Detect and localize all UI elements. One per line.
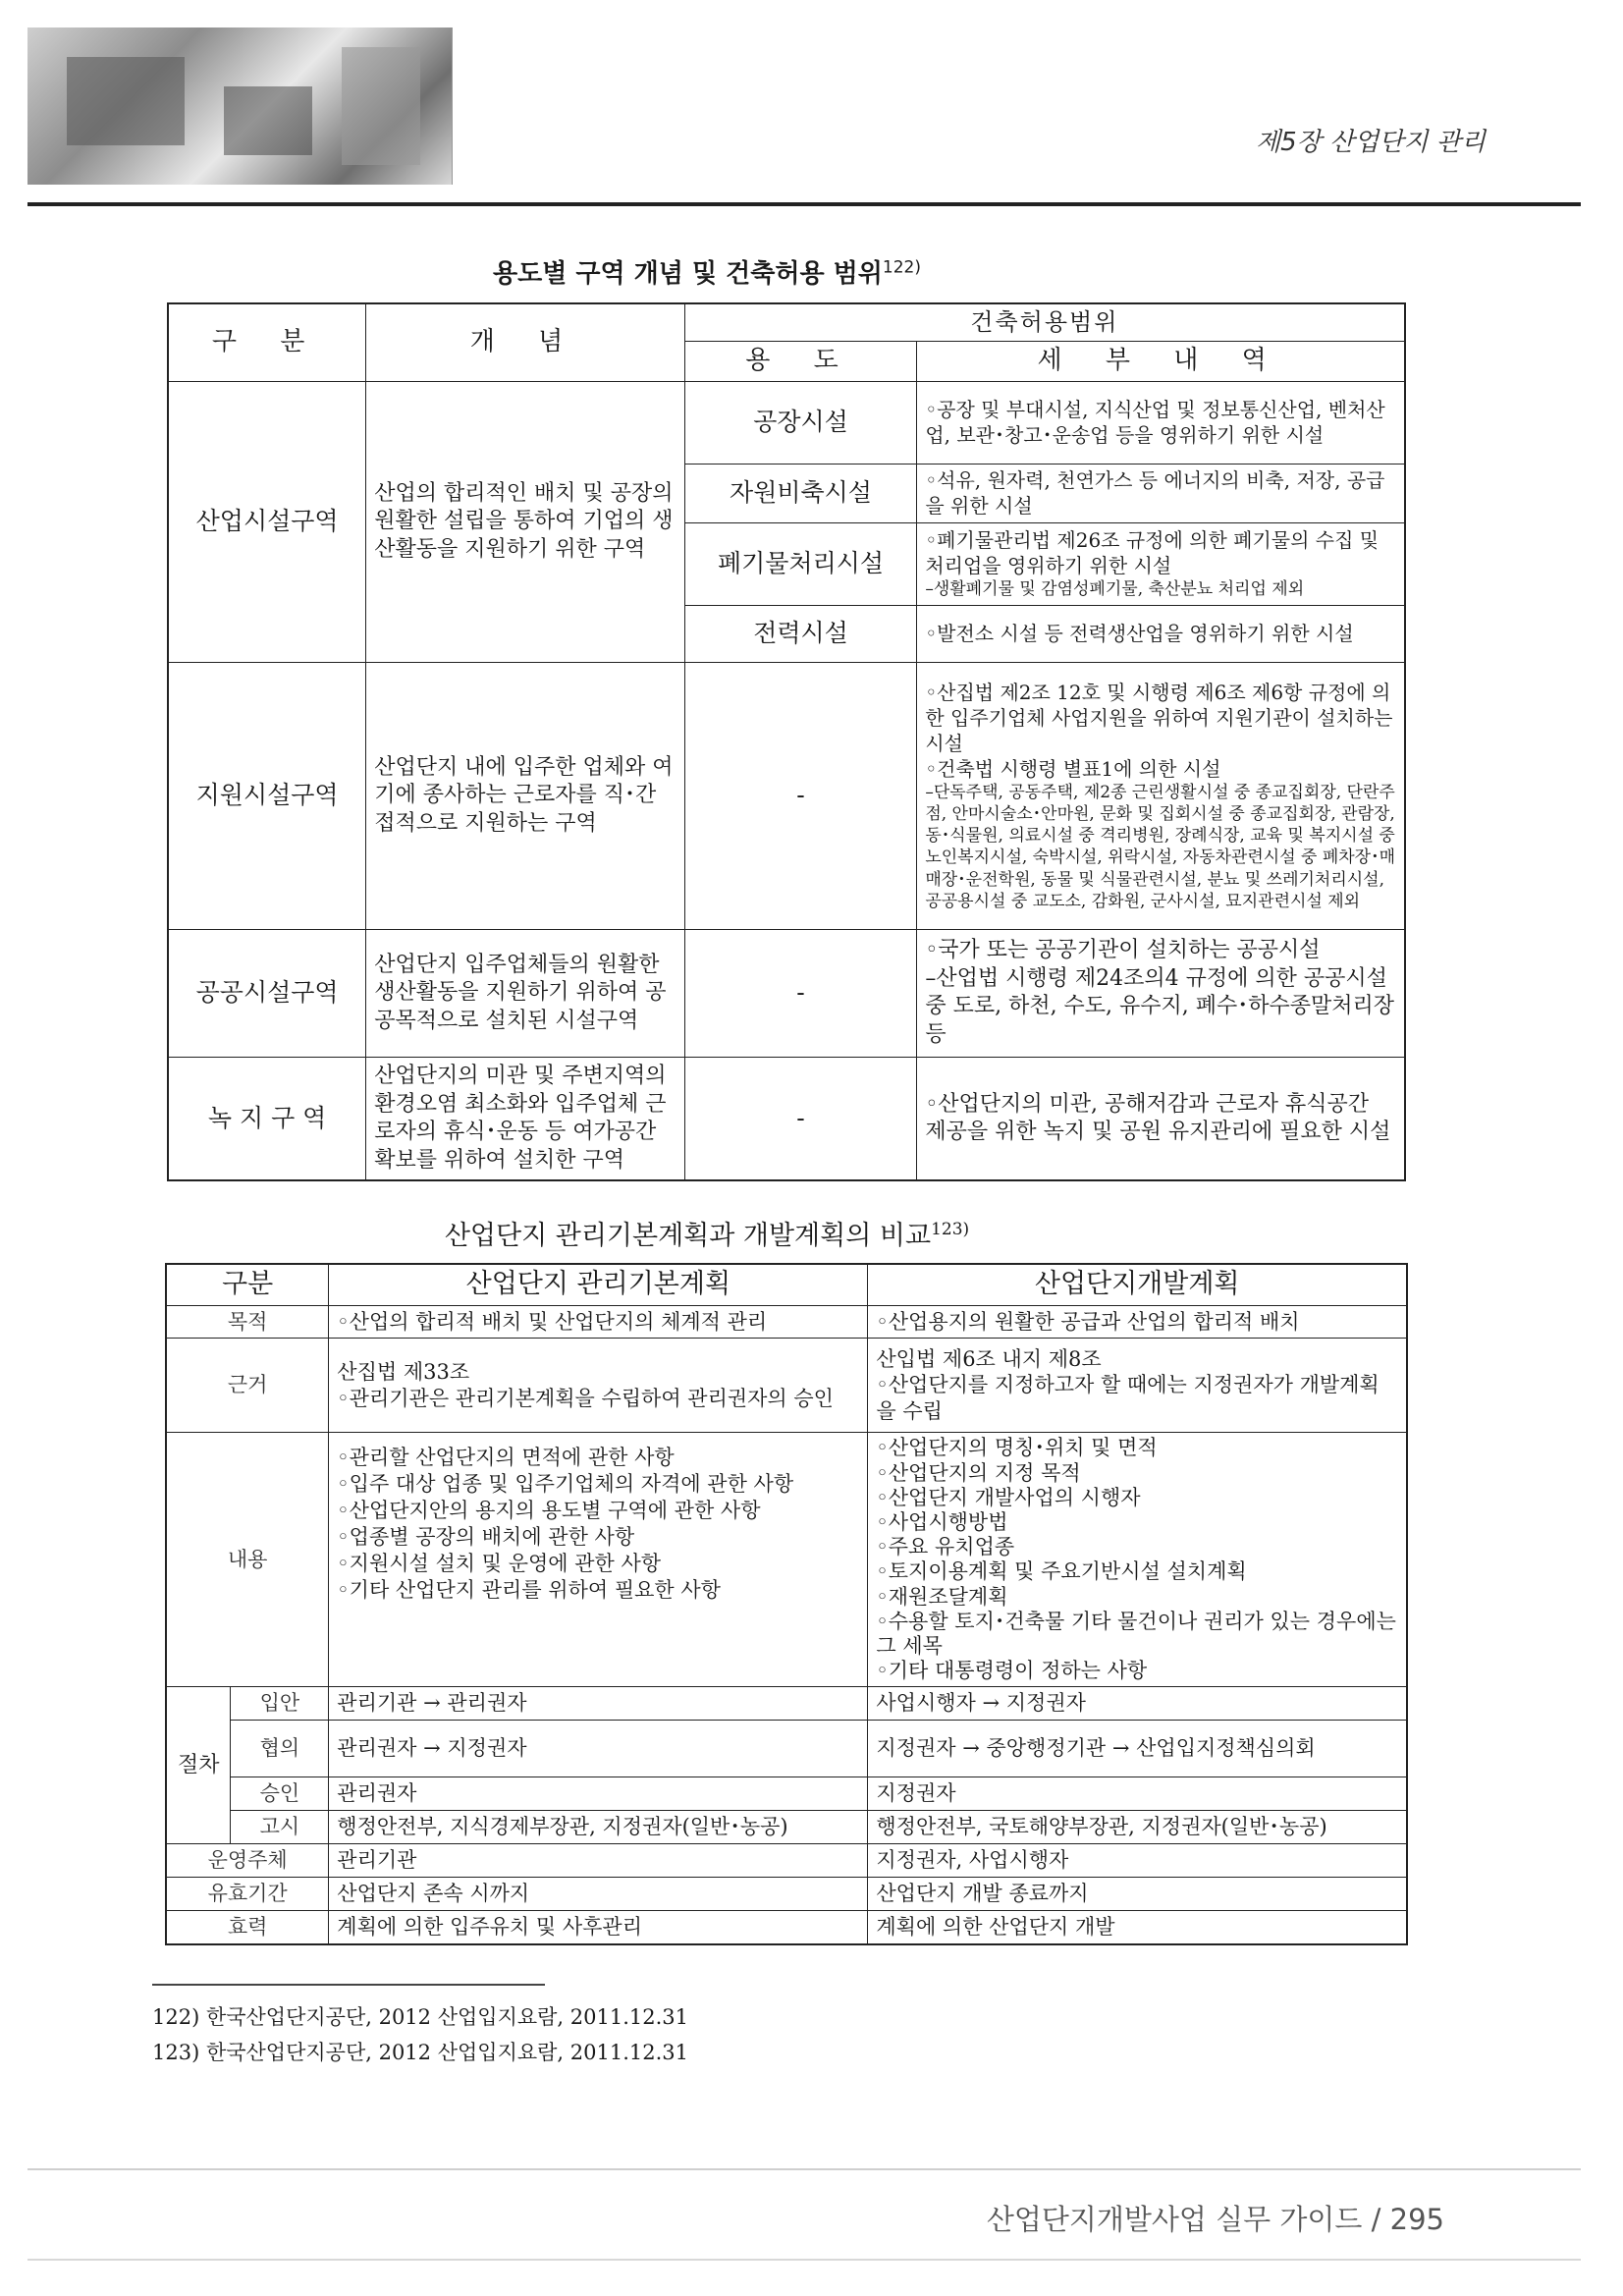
detail-waste [917, 522, 1405, 605]
content-management-item: ◦업종별 공장의 배치에 관한 사항 [337, 1525, 635, 1550]
support-detail-3: –단독주택, 공동주택, 제2종 근린생활시설 중 종교집회장, 단란주점, 안마시술소･안마원, 문화 및 집회시설 중 종교집회장, 관람장, 동･식물원, 의료시설 중 격리병원, 장례식장, 교육 및 복지시설 중 노인복지시설, 숙박시설, 위락시설, 자동차관련시설 중 폐차장･매매장･운전학원, 동물 및 식물관련시설, 분뇨 및 쓰레기처리시설, 공공용시설 중 교도소, 감화원, 군사시설, 묘지관련시설 제외 [925, 783, 1396, 911]
content-development-item: ◦산업단지의 명칭･위치 및 면적 [876, 1436, 1158, 1460]
page-footer: 산업단지개발사업 실무 가이드 / 295 [986, 2203, 1444, 2236]
validity-management: 산업단지 존속 시까지 [329, 1877, 868, 1910]
purpose-row [166, 1305, 1407, 1339]
support-detail-1: ◦산집법 제2조 12호 및 시행령 제6조 제6항 규정에 의한 입주기업체 사업지원을 위하여 지원기관이 설치하는 시설 [925, 681, 1393, 756]
procedure-consult-development: 지정권자 → 중앙행정기관 → 산업입지정책심의회 [868, 1721, 1407, 1777]
use-factory: 공장시설 [684, 381, 917, 464]
content-management-item: ◦입주 대상 업종 및 입주기업체의 자격에 관한 사항 [337, 1472, 794, 1497]
header-management-plan: 산업단지 관리기본계획 [329, 1264, 868, 1305]
content-row [166, 1433, 1407, 1687]
green-detail: ◦산업단지의 미관, 공해저감과 근로자 휴식공간 제공을 위한 녹지 및 공원 유지관리에 필요한 시설 [917, 1057, 1405, 1180]
basis-development [868, 1339, 1407, 1433]
basis-row [166, 1339, 1407, 1433]
zone-concept-table [167, 302, 1406, 1181]
public-category: 공공시설구역 [168, 929, 366, 1057]
header-rule [27, 202, 1581, 206]
content-development-item: ◦수용할 토지･건축물 기타 물건이나 권리가 있는 경우에는 그 세목 [876, 1609, 1396, 1658]
use-resource: 자원비축시설 [684, 464, 917, 522]
content-label: 내용 [166, 1433, 329, 1687]
content-management-item: ◦지원시설 설치 및 운영에 관한 사항 [337, 1551, 662, 1575]
header-use: 용 도 [684, 342, 917, 382]
purpose-label: 목적 [166, 1305, 329, 1339]
green-concept: 산업단지의 미관 및 주변지역의 환경오염 최소화와 입주업체 근로자의 휴식･운동 등 여가공간 확보를 위하여 설치한 구역 [366, 1057, 684, 1180]
footnote-rule [152, 1984, 545, 1986]
content-management-item: ◦관리할 산업단지의 면적에 관한 사항 [337, 1446, 675, 1470]
public-detail-2: –산업법 시행령 제24조의4 규정에 의한 공공시설 중 도로, 하천, 수도, 유수지, 폐수･하수종말처리장 등 [925, 965, 1395, 1048]
operator-row [166, 1843, 1407, 1877]
use-waste: 폐기물처리시설 [684, 522, 917, 605]
effect-management: 계획에 의한 입주유치 및 사후관리 [329, 1910, 868, 1943]
support-concept: 산업단지 내에 입주한 업체와 여기에 종사하는 근로자를 직･간접적으로 지원하는 구역 [366, 662, 684, 929]
header-development-plan: 산업단지개발계획 [868, 1264, 1407, 1305]
effect-row [166, 1910, 1407, 1943]
operator-label: 운영주체 [166, 1843, 329, 1877]
validity-development: 산업단지 개발 종료까지 [868, 1877, 1407, 1910]
footnote-123: 123) 한국산업단지공단, 2012 산업입지요람, 2011.12.31 [152, 2041, 689, 2064]
procedure-draft-label: 입안 [231, 1687, 329, 1721]
footnote-122: 122) 한국산업단지공단, 2012 산업입지요람, 2011.12.31 [152, 2005, 689, 2029]
industrial-row-1 [168, 381, 1405, 464]
content-development-item: ◦토지이용계획 및 주요기반시설 설치계획 [876, 1559, 1247, 1584]
purpose-development: ◦산업용지의 원활한 공급과 산업의 합리적 배치 [868, 1305, 1407, 1339]
content-management-item: ◦기타 산업단지 관리를 위하여 필요한 사항 [337, 1577, 721, 1602]
procedure-notice-development: 행정안전부, 국토해양부장관, 지정권자(일반･농공) [868, 1811, 1407, 1844]
basis-development-text: ◦산업단지를 지정하고자 할 때에는 지정권자가 개발계획을 수립 [876, 1373, 1380, 1424]
basis-label: 근거 [166, 1339, 329, 1433]
content-development-item: ◦기타 대통령령이 정하는 사항 [876, 1659, 1148, 1683]
support-row [168, 662, 1405, 929]
content-management [329, 1433, 868, 1687]
content-development-item: ◦산업단지 개발사업의 시행자 [876, 1485, 1141, 1509]
header-photo [27, 27, 453, 185]
public-concept: 산업단지 입주업체들의 원활한 생산활동을 지원하기 위하여 공공목적으로 설치된 시설구역 [366, 929, 684, 1057]
content-development-item: ◦산업단지의 지정 목적 [876, 1460, 1081, 1485]
public-detail-1: ◦국가 또는 공공기관이 설치하는 공공시설 [925, 938, 1321, 963]
table2-caption-text: 산업단지 관리기본계획과 개발계획의 비교 [444, 1221, 932, 1251]
header-concept: 개 념 [366, 303, 684, 381]
table1-caption-text: 용도별 구역 개념 및 건축허용 범위 [493, 259, 883, 289]
detail-waste-text: ◦폐기물관리법 제26조 규정에 의한 폐기물의 수집 및 처리업을 영위하기 위한 시설 [925, 528, 1380, 578]
table1-caption [0, 253, 1414, 290]
public-use: - [684, 929, 917, 1057]
procedure-notice-label: 고시 [231, 1811, 329, 1844]
operator-development: 지정권자, 사업시행자 [868, 1843, 1407, 1877]
bottom-rule [27, 2259, 1581, 2261]
support-use: - [684, 662, 917, 929]
table2-caption-ref: 123) [931, 1220, 970, 1239]
header-scope: 건축허용범위 [684, 303, 1405, 342]
basis-development-law: 산입법 제6조 내지 제8조 [876, 1346, 1102, 1371]
content-development [868, 1433, 1407, 1687]
detail-factory: ◦공장 및 부대시설, 지식산업 및 정보통신산업, 벤처산업, 보관･창고･운송업 등을 영위하기 위한 시설 [917, 381, 1405, 464]
header-detail: 세 부 내 역 [917, 342, 1405, 382]
validity-label: 유효기간 [166, 1877, 329, 1910]
content-development-item: ◦사업시행방법 [876, 1509, 1008, 1534]
industrial-category: 산업시설구역 [168, 381, 366, 662]
procedure-draft-development: 사업시행자 → 지정권자 [868, 1687, 1407, 1721]
public-detail [917, 929, 1405, 1057]
table2-caption [0, 1214, 1414, 1252]
basis-management-law: 산집법 제33조 [337, 1360, 470, 1385]
procedure-consult-label: 협의 [231, 1721, 329, 1777]
support-category: 지원시설구역 [168, 662, 366, 929]
operator-management: 관리기관 [329, 1843, 868, 1877]
procedure-row-draft [166, 1687, 1407, 1721]
support-detail [917, 662, 1405, 929]
detail-waste-note: –생활폐기물 및 감염성폐기물, 축산분뇨 처리업 제외 [925, 579, 1305, 600]
validity-row [166, 1877, 1407, 1910]
procedure-row-notice [166, 1811, 1407, 1844]
content-development-item: ◦재원조달계획 [876, 1584, 1008, 1609]
green-use: - [684, 1057, 917, 1180]
procedure-draft-management: 관리기관 → 관리권자 [329, 1687, 868, 1721]
green-row [168, 1057, 1405, 1180]
green-category: 녹 지 구 역 [168, 1057, 366, 1180]
procedure-approval-management: 관리권자 [329, 1777, 868, 1811]
detail-resource: ◦석유, 원자력, 천연가스 등 에너지의 비축, 저장, 공급을 위한 시설 [917, 464, 1405, 522]
use-power: 전력시설 [684, 605, 917, 662]
content-management-item: ◦산업단지안의 용지의 용도별 구역에 관한 사항 [337, 1499, 761, 1523]
purpose-management: ◦산업의 합리적 배치 및 산업단지의 체계적 관리 [329, 1305, 868, 1339]
table1-caption-ref: 122) [882, 257, 921, 278]
header-division: 구분 [166, 1264, 329, 1305]
procedure-consult-management: 관리권자 → 지정권자 [329, 1721, 868, 1777]
procedure-label: 절차 [166, 1687, 231, 1844]
basis-management [329, 1339, 868, 1433]
detail-power: ◦발전소 시설 등 전력생산업을 영위하기 위한 시설 [917, 605, 1405, 662]
effect-development: 계획에 의한 산업단지 개발 [868, 1910, 1407, 1943]
procedure-approval-development: 지정권자 [868, 1777, 1407, 1811]
basis-management-text: ◦관리기관은 관리기본계획을 수립하여 관리권자의 승인 [337, 1386, 834, 1410]
industrial-concept: 산업의 합리적인 배치 및 공장의 원활한 설립을 통하여 기업의 생산활동을 지원하기 위한 구역 [366, 381, 684, 662]
footer-rule [27, 2168, 1581, 2170]
procedure-notice-management: 행정안전부, 지식경제부장관, 지정권자(일반･농공) [329, 1811, 868, 1844]
content-development-item: ◦주요 유치업종 [876, 1535, 1015, 1559]
support-detail-2: ◦건축법 시행령 별표1에 의한 시설 [925, 757, 1221, 782]
chapter-title: 제5장 산업단지 관리 [1256, 128, 1486, 157]
plan-comparison-table [165, 1263, 1408, 1945]
procedure-row-consult [166, 1721, 1407, 1777]
header-category: 구 분 [168, 303, 366, 381]
public-row [168, 929, 1405, 1057]
procedure-approval-label: 승인 [231, 1777, 329, 1811]
procedure-row-approval [166, 1777, 1407, 1811]
effect-label: 효력 [166, 1910, 329, 1943]
